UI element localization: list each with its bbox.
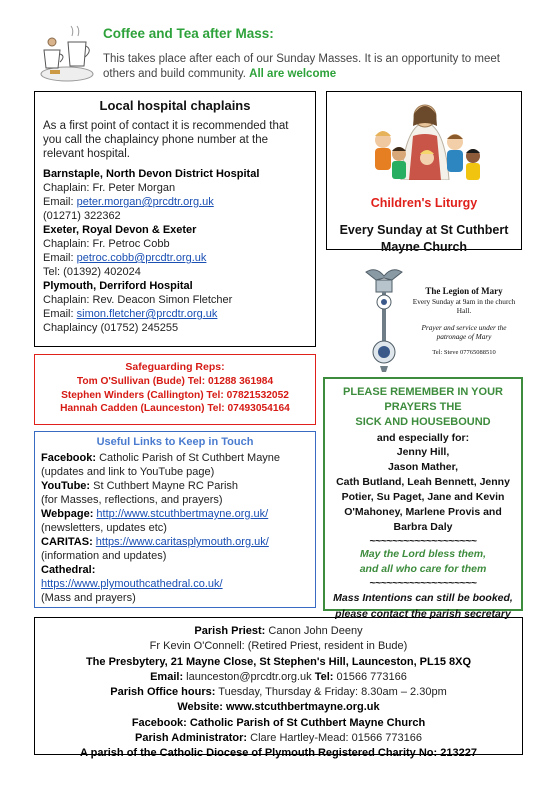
useful-links-box bbox=[34, 431, 316, 608]
webpage-note: (newsletters, updates etc) bbox=[41, 522, 167, 534]
blessing-line: and all who care for them bbox=[359, 563, 487, 575]
cathedral-note: (Mass and prayers) bbox=[41, 592, 136, 604]
chaplains-intro: As a first point of contact it is recommended that you call the chaplaincy phone number at the relevant hospital. bbox=[43, 120, 289, 160]
caritas-row bbox=[41, 535, 309, 549]
childrens-liturgy-schedule: Every Sunday at St Cuthbert Mayne Church bbox=[339, 223, 509, 254]
tilde-divider: ~~~~~~~~~~~~~~~~~~~ bbox=[369, 577, 477, 589]
jesus-with-children-illustration bbox=[361, 96, 489, 180]
email-label: Email: bbox=[43, 308, 77, 320]
chaplain-email-row bbox=[43, 251, 307, 265]
youtube-note: (for Masses, reflections, and prayers) bbox=[41, 494, 223, 506]
mass-intentions-line: please contact the parish secretary bbox=[335, 608, 511, 620]
facebook-label: Facebook: bbox=[41, 452, 97, 464]
prayer-name-line: Jason Mather, bbox=[387, 461, 459, 473]
youtube-row bbox=[41, 479, 309, 493]
chaplain-name: Chaplain: Rev. Deacon Simon Fletcher bbox=[43, 294, 233, 306]
prayers-heading: PRAYERS THE bbox=[384, 401, 462, 413]
childrens-liturgy-box bbox=[326, 91, 522, 254]
administrator-row bbox=[39, 731, 518, 746]
parish-priest-name: Canon John Deeny bbox=[265, 625, 363, 637]
email-label: Email: bbox=[43, 252, 77, 264]
prayer-name-line: Potier, Su Paget, Jane and Kevin bbox=[341, 491, 505, 503]
email-label: Email: bbox=[43, 196, 77, 208]
legion-telephone: Tel: Steve 07765088510 bbox=[432, 349, 496, 356]
parish-website: Website: www.stcuthbertmayne.org.uk bbox=[177, 701, 380, 714]
administrator-label: Parish Administrator: bbox=[135, 732, 248, 745]
chaplain-email-row bbox=[43, 307, 307, 321]
legion-of-mary-info bbox=[408, 286, 520, 356]
prayers-heading: SICK AND HOUSEBOUND bbox=[355, 416, 491, 428]
hospital-name: Barnstaple, North Devon District Hospital bbox=[43, 168, 260, 180]
legion-title: The Legion of Mary bbox=[425, 286, 503, 296]
chaplain-phone: Tel: (01392) 402024 bbox=[43, 266, 141, 278]
coffee-title: Coffee and Tea after Mass: bbox=[103, 26, 274, 41]
tilde-divider: ~~~~~~~~~~~~~~~~~~~ bbox=[369, 535, 477, 547]
chaplain-name: Chaplain: Fr. Petroc Cobb bbox=[43, 238, 170, 250]
youtube-label: YouTube: bbox=[41, 480, 91, 492]
administrator-name: Clare Hartley-Mead: 01566 773166 bbox=[247, 732, 422, 745]
office-hours: Tuesday, Thursday & Friday: 8.30am – 2.30pm bbox=[215, 686, 447, 699]
chaplain-phone: Chaplaincy (01752) 245255 bbox=[43, 322, 179, 334]
legion-of-mary-emblem bbox=[364, 266, 404, 374]
prayer-name-line: Jenny Hill, bbox=[396, 446, 450, 458]
mass-intentions-line: Mass Intentions can still be booked, bbox=[333, 592, 513, 604]
hospital-name: Exeter, Royal Devon & Exeter bbox=[43, 224, 197, 236]
chaplain-email-link[interactable]: petroc.cobb@prcdtr.org.uk bbox=[76, 252, 207, 264]
charity-line: A parish of the Catholic Diocese of Plymouth Registered Charity No: 213227 bbox=[80, 747, 477, 760]
legion-prayer: Prayer and service under the patronage of Mary bbox=[421, 323, 507, 341]
safeguarding-rep: Stephen Winders (Callington) Tel: 07821532052 bbox=[61, 389, 289, 401]
safeguarding-reps-box bbox=[34, 354, 316, 425]
prayer-name-line: Cath Butland, Leah Bennett, Jenny bbox=[336, 476, 510, 488]
useful-links-title: Useful Links to Keep in Touch bbox=[96, 436, 254, 448]
hospital-name: Plymouth, Derriford Hospital bbox=[43, 280, 193, 292]
parish-priest-row bbox=[39, 624, 518, 639]
retired-priest: Fr Kevin O'Connell: (Retired Priest, resident in Bude) bbox=[149, 640, 408, 653]
coffee-description bbox=[103, 52, 523, 82]
chaplains-title: Local hospital chaplains bbox=[99, 98, 251, 113]
caritas-label: CARITAS: bbox=[41, 536, 93, 548]
prayers-box bbox=[323, 377, 523, 620]
safeguarding-title: Safeguarding Reps: bbox=[125, 361, 225, 373]
parish-email: launceston@prcdtr.org.uk bbox=[183, 670, 315, 683]
caritas-note: (information and updates) bbox=[41, 550, 167, 562]
facebook-row bbox=[41, 451, 309, 465]
office-hours-row bbox=[39, 685, 518, 700]
prayers-especially: and especially for: bbox=[376, 432, 470, 444]
youtube-text: St Cuthbert Mayne RC Parish bbox=[90, 480, 239, 492]
prayers-heading: PLEASE REMEMBER IN YOUR bbox=[343, 386, 503, 398]
blessing-line: May the Lord bless them, bbox=[359, 548, 487, 560]
webpage-row bbox=[41, 507, 309, 521]
hospital-chaplains-box bbox=[34, 91, 316, 347]
safeguarding-rep: Tom O'Sullivan (Bude) Tel: 01288 361984 bbox=[76, 376, 274, 387]
contact-row bbox=[39, 670, 518, 685]
email-label: Email: bbox=[150, 670, 184, 683]
parish-tel: 01566 773166 bbox=[333, 670, 407, 683]
caritas-link[interactable]: https://www.caritasplymouth.org.uk/ bbox=[95, 536, 269, 548]
chaplain-email-link[interactable]: peter.morgan@prcdtr.org.uk bbox=[76, 196, 214, 208]
childrens-liturgy-title: Children's Liturgy bbox=[370, 196, 478, 210]
parish-priest-label: Parish Priest: bbox=[194, 625, 266, 637]
webpage-link[interactable]: http://www.stcuthbertmayne.org.uk/ bbox=[96, 508, 269, 520]
coffee-body-text: This takes place after each of our Sunday Masses. It is an opportunity to meet others and build community. bbox=[103, 53, 500, 80]
chaplain-email-row bbox=[43, 195, 307, 209]
coffee-welcome: All are welcome bbox=[249, 68, 337, 80]
office-hours-label: Parish Office hours: bbox=[110, 686, 216, 699]
chaplain-phone: (01271) 322362 bbox=[43, 210, 121, 222]
cathedral-label: Cathedral: bbox=[41, 564, 96, 576]
facebook-text: Catholic Parish of St Cuthbert Mayne bbox=[96, 452, 281, 464]
presbytery-address: The Presbytery, 21 Mayne Close, St Stephen's Hill, Launceston, PL15 8XQ bbox=[85, 655, 472, 668]
coffee-tea-illustration bbox=[38, 24, 96, 84]
parish-info-box bbox=[34, 617, 523, 760]
cathedral-link[interactable]: https://www.plymouthcathedral.co.uk/ bbox=[41, 578, 223, 590]
legion-schedule: Every Sunday at 9am in the church Hall. bbox=[412, 297, 516, 315]
parish-facebook: Facebook: Catholic Parish of St Cuthbert Mayne Church bbox=[131, 716, 426, 729]
safeguarding-rep: Hannah Cadden (Launceston) Tel: 07493054164 bbox=[60, 403, 290, 414]
prayer-name-line: Barbra Daly bbox=[393, 521, 453, 533]
chaplain-name: Chaplain: Fr. Peter Morgan bbox=[43, 182, 176, 194]
chaplain-email-link[interactable]: simon.fletcher@prcdtr.org.uk bbox=[76, 308, 218, 320]
facebook-note: (updates and link to YouTube page) bbox=[41, 466, 215, 478]
tel-label: Tel: bbox=[314, 670, 334, 683]
webpage-label: Webpage: bbox=[41, 508, 94, 520]
prayer-name-line: O'Mahoney, Marlene Provis and bbox=[344, 506, 502, 518]
